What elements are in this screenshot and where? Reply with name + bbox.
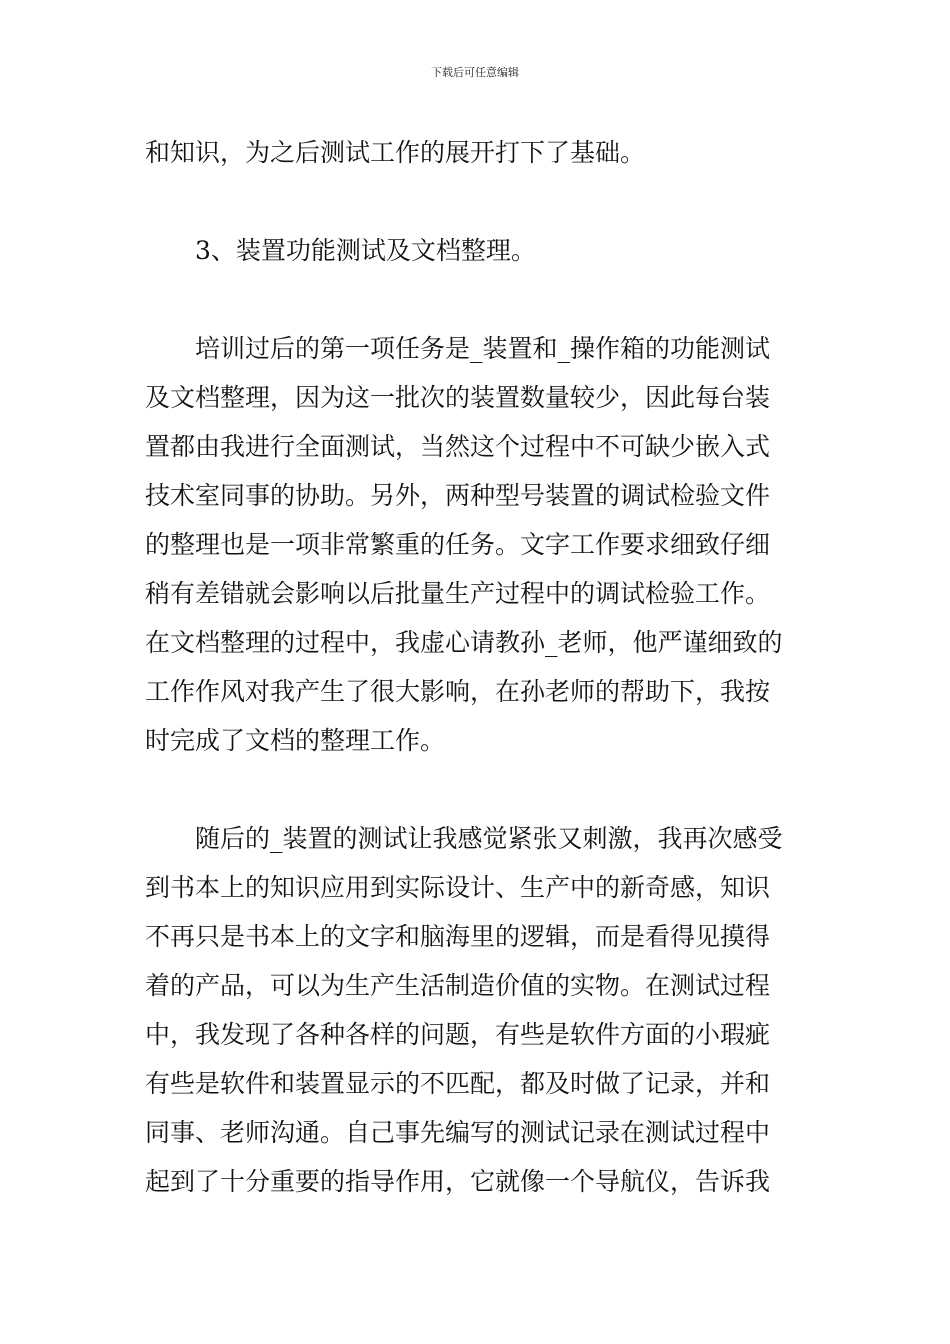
paragraph-line: 培训过后的第一项任务是_装置和_操作箱的功能测试 xyxy=(195,334,771,363)
paragraph-line: 中，我发现了各种各样的问题，有些是软件方面的小瑕疵 xyxy=(145,1020,771,1049)
section-heading: 3、装置功能测试及文档整理。 xyxy=(195,236,536,265)
paragraph-line: 及文档整理，因为这一批次的装置数量较少，因此每台装 xyxy=(145,383,771,412)
paragraph-line: 同事、老师沟通。自己事先编写的测试记录在测试过程中 xyxy=(145,1118,771,1147)
paragraph-line: 到书本上的知识应用到实际设计、生产中的新奇感，知识 xyxy=(145,873,771,902)
paragraph-gap xyxy=(145,275,810,324)
paragraph-line: 工作作风对我产生了很大影响，在孙老师的帮助下，我按 xyxy=(145,677,771,706)
document-body xyxy=(145,128,810,1206)
paragraph-line: 着的产品，可以为生产生活制造价值的实物。在测试过程 xyxy=(145,971,771,1000)
paragraph-line: 置都由我进行全面测试，当然这个过程中不可缺少嵌入式 xyxy=(145,432,771,461)
paragraph-line: 不再只是书本上的文字和脑海里的逻辑，而是看得见摸得 xyxy=(145,922,771,951)
paragraph-gap xyxy=(145,765,810,814)
paragraph-line: 技术室同事的协助。另外，两种型号装置的调试检验文件 xyxy=(145,481,771,510)
paragraph-line: 有些是软件和装置显示的不匹配，都及时做了记录，并和 xyxy=(145,1069,771,1098)
paragraph-line: 随后的_装置的测试让我感觉紧张又刺激，我再次感受 xyxy=(195,824,783,853)
paragraph-line: 在文档整理的过程中，我虚心请教孙_老师，他严谨细致的 xyxy=(145,628,783,657)
paragraph-line: 和知识，为之后测试工作的展开打下了基础。 xyxy=(145,138,646,167)
paragraph-line: 稍有差错就会影响以后批量生产过程中的调试检验工作。 xyxy=(145,579,771,608)
paragraph-line: 的整理也是一项非常繁重的任务。文字工作要求细致仔细 xyxy=(145,530,771,559)
paragraph-line: 起到了十分重要的指导作用，它就像一个导航仪，告诉我 xyxy=(145,1167,771,1196)
page-header: 下载后可任意编辑 xyxy=(431,66,519,79)
paragraph-gap xyxy=(145,177,810,226)
paragraph-line: 时完成了文档的整理工作。 xyxy=(145,726,446,755)
